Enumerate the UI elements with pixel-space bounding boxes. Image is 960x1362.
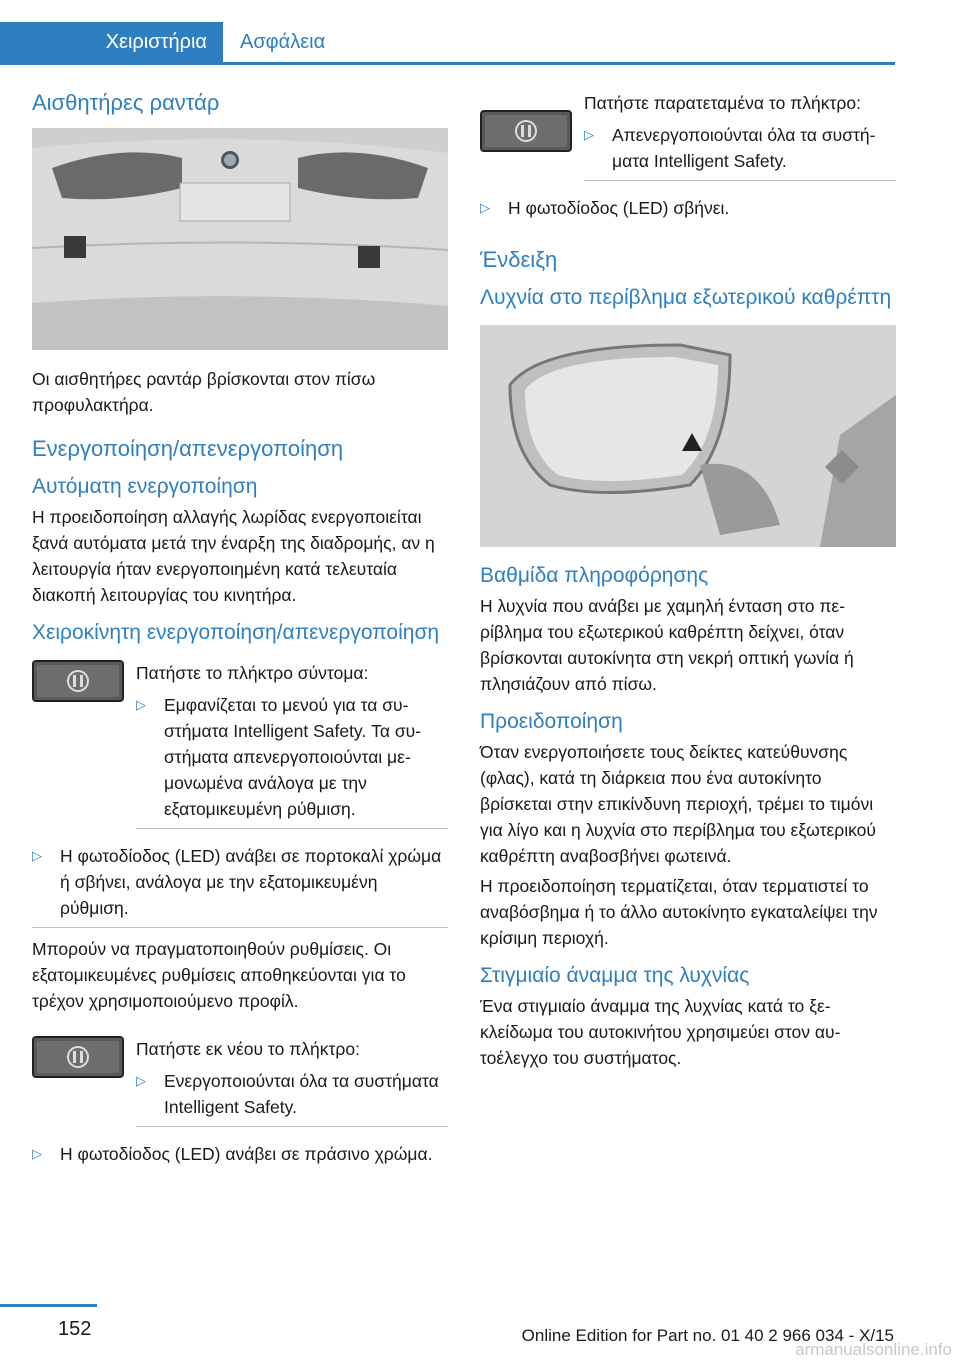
warning-text-1: Όταν ενεργοποιήσετε τους δείκτες κατεύθυνσης (φλας), κατά τη διάρκεια που ένα αυτοκίνητο βρίσκεται στην επικίνδυνη περιοχή, τρέμει το τιμόνι για λίγο και η λυχνία στο περίβλημα του εξωτερικού καθρέπτη αναβοσβήνει φωτεινά. xyxy=(480,742,876,866)
auto-activation-text: Η προειδοποίηση αλλαγής λωρίδας ενεργοποιείται ξανά αυτόματα μετά την έναρξη της διαδρομής, αν η λειτουργία ήταν ενεργοποιημένη κατά τελευταία διακοπή λειτουργίας του κινητήρα. xyxy=(32,507,435,605)
settings-text: Μπορούν να πραγματοποιηθούν ρυθμίσεις. Οι εξατομικευμένες ρυθμίσεις αποθηκεύονται για το τρέχον χρησιμοποιούμενο προφίλ. xyxy=(32,939,406,1011)
mirror-photo xyxy=(480,325,896,547)
flash-text: Ένα στιγμιαίο άναμμα της λυχνίας κατά το ξεκλείδωμα του αυτοκινήτου χρησιμεύει στον αυτοέλεγχο του συστήματος. xyxy=(480,996,841,1068)
triangle-bullet-icon: ▷ xyxy=(32,1146,42,1161)
press-short-text: Πατήστε το πλήκτρο σύντομα: xyxy=(136,663,369,683)
bullet-led-off: ▷ Η φωτοδίοδος (LED) σβήνει. xyxy=(480,195,896,227)
bullet-menu-shown: ▷ Εμφανίζεται το μενού για τα συστήματα Intelligent Safety. Τα συστήματα απενεργοποιούνται μεμονωμένα ανάλογα με την εξατομικευμένη ρύθμιση. xyxy=(136,692,448,829)
heading-indication: Ένδειξη xyxy=(480,247,558,272)
press-again-row xyxy=(32,1036,448,1135)
right-column xyxy=(480,90,896,1083)
heading-mirror-lamp: Λυχνία στο περίβλημα εξωτερικού καθρέπτη xyxy=(480,286,892,309)
mirror-illustration xyxy=(480,325,896,547)
warning-text-2: Η προειδοποίηση τερματίζεται, όταν τερματιστεί το αναβόσβημα ή το άλλο αυτοκίνητο εγκαταλείψει την κρίσιμη περιοχή. xyxy=(480,876,878,948)
bullet-led-orange: ▷ Η φωτοδίοδος (LED) ανάβει σε πορτοκαλί χρώμα ή σβήνει, ανάλογα με την εξατομικευμένη ρύθμιση. xyxy=(32,843,448,928)
footer-rule xyxy=(0,1304,97,1307)
heading-auto-activation: Αυτόματη ενεργοποίηση xyxy=(32,475,258,498)
press-long-text: Πατήστε παρατεταμένα το πλήκτρο: xyxy=(584,93,861,113)
heading-radar-sensors: Αισθητήρες ραντάρ xyxy=(32,90,220,115)
tab-controls[interactable]: Χειριστήρια xyxy=(0,22,223,62)
bullet-all-off: ▷ Απενεργοποιούνται όλα τα συστήματα Intelligent Safety. xyxy=(584,122,896,181)
safety-button-icon xyxy=(32,660,124,702)
left-column xyxy=(32,90,448,1181)
triangle-bullet-icon: ▷ xyxy=(480,200,490,215)
tab-safety[interactable]: Ασφάλεια xyxy=(240,30,326,53)
press-short-row xyxy=(32,660,448,837)
car-rear-photo xyxy=(32,128,448,350)
car-rear-illustration xyxy=(32,128,448,350)
heading-info-level: Βαθμίδα πληροφόρησης xyxy=(480,564,709,587)
page-number: 152 xyxy=(58,1318,92,1340)
info-level-text: Η λυχνία που ανάβει με χαμηλή ένταση στο περίβλημα του εξωτερικού καθρέπτη δείχνει, όταν βρίσκονται αυτοκίνητα στη νεκρή οπτική γωνία ή πλησιάζουν από πίσω. xyxy=(480,596,854,694)
triangle-bullet-icon: ▷ xyxy=(32,848,42,863)
bullet-led-green: ▷ Η φωτοδίοδος (LED) ανάβει σε πράσινο χρώμα. xyxy=(32,1141,448,1173)
press-long-row xyxy=(480,90,896,189)
radar-location-text: Οι αισθητήρες ραντάρ βρίσκονται στον πίσω προφυλακτήρα. xyxy=(32,369,376,415)
heading-activate-deactivate: Ενεργοποίηση/απενεργοποίηση xyxy=(32,436,344,461)
heading-warning: Προειδοποίηση xyxy=(480,710,623,733)
heading-manual-activation: Χειροκίνητη ενεργοποίηση/απενεργοποίηση xyxy=(32,621,440,644)
press-again-text: Πατήστε εκ νέου το πλήκτρο: xyxy=(136,1039,360,1059)
heading-flash: Στιγμιαίο άναμμα της λυχνίας xyxy=(480,964,750,987)
watermark-text: armanualsonline.info xyxy=(795,1340,952,1359)
triangle-bullet-icon: ▷ xyxy=(136,1073,146,1088)
bullet-all-on: ▷ Ενεργοποιούνται όλα τα συστήματα Intelligent Safety. xyxy=(136,1068,448,1127)
safety-button-icon xyxy=(32,1036,124,1078)
triangle-bullet-icon: ▷ xyxy=(584,127,594,142)
chapter-header xyxy=(0,22,895,65)
safety-button-icon xyxy=(480,110,572,152)
online-edition-text: Online Edition for Part no. 01 40 2 966 034 - X/15 xyxy=(521,1326,894,1345)
triangle-bullet-icon: ▷ xyxy=(136,697,146,712)
